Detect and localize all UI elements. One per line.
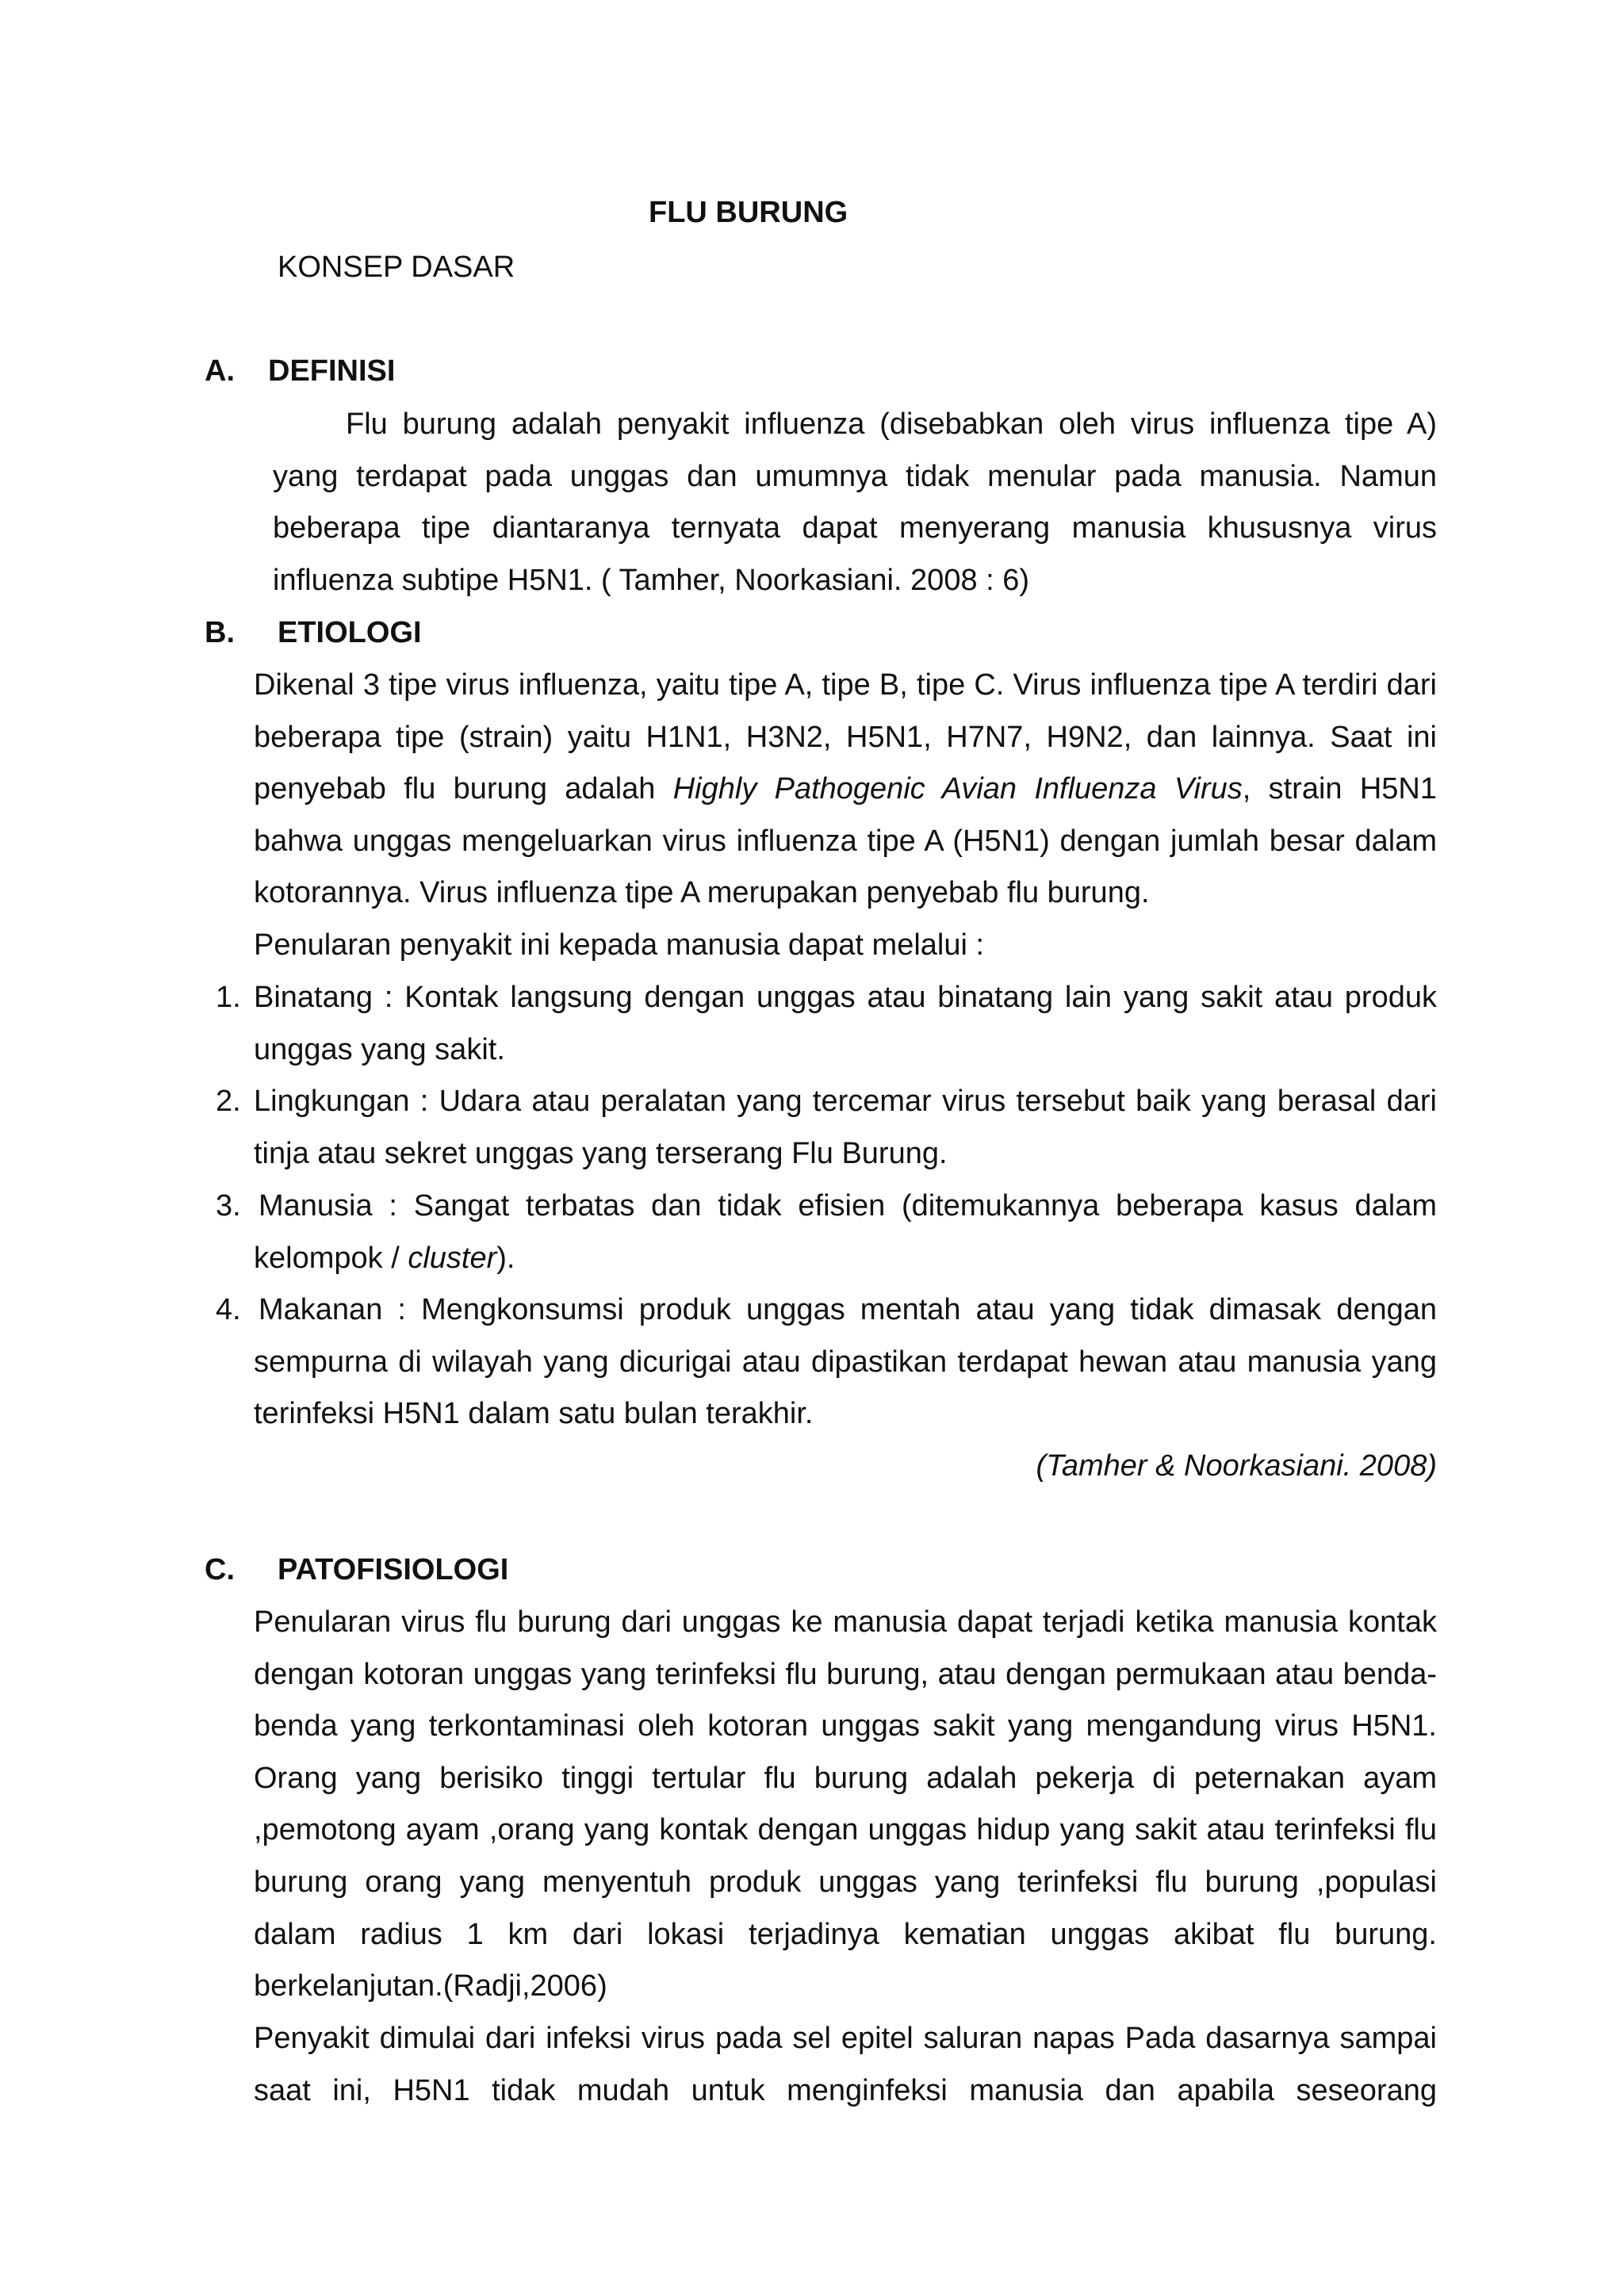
patofisiologi-line-8: berkelanjutan.(Radji,2006) (254, 1969, 607, 2003)
patofisiologi-line-6: burung orang yang menyentuh produk unggas yang terinfeksi flu burung ,populasi (254, 1866, 1437, 1899)
list-item-1-line-2: unggas yang sakit. (254, 1033, 505, 1066)
section-a-letter: A. (205, 354, 235, 388)
list-item-2-line-2: tinja atau sekret unggas yang terserang Flu Burung. (254, 1137, 948, 1170)
etiologi-line-3-after: , strain H5N1 (1242, 772, 1437, 806)
list-item-3-number: 3. (216, 1189, 241, 1223)
list-item-4-line-2: sempurna di wilayah yang dicurigai atau dipastikan terdapat hewan atau manusia yang (254, 1345, 1437, 1379)
patofisiologi-line-5: ,pemotong ayam ,orang yang kontak dengan unggas hidup yang sakit atau terinfeksi flu (254, 1813, 1437, 1846)
list-item-3-line-2-after: ). (496, 1242, 515, 1275)
list-item-3-line-2-before: kelompok / (254, 1242, 408, 1275)
section-b-letter: B. (205, 616, 235, 649)
patofisiologi-line-4: Orang yang berisiko tinggi tertular flu burung adalah pekerja di peternakan ayam (254, 1762, 1437, 1795)
list-item-3-line-1: Manusia : Sangat terbatas dan tidak efisien (ditemukannya beberapa kasus dalam (259, 1189, 1437, 1223)
list-item-2-line-1: Lingkungan : Udara atau peralatan yang tercemar virus tersebut baik yang berasal dari (254, 1085, 1437, 1118)
patofisiologi-p2-line-1: Penyakit dimulai dari infeksi virus pada sel epitel saluran napas Pada dasarnya sampai (254, 2022, 1437, 2055)
etiologi-citation: (Tamher & Noorkasiani. 2008) (1036, 1449, 1437, 1483)
etiologi-line-3-before: penyebab flu burung adalah (254, 772, 673, 806)
document-title: FLU BURUNG (649, 196, 848, 229)
definisi-line-2: yang terdapat pada unggas dan umumnya tidak menular pada manusia. Namun (273, 460, 1437, 493)
list-item-4-line-3: terinfeksi H5N1 dalam satu bulan terakhir. (254, 1397, 814, 1430)
etiologi-line-5: kotorannya. Virus influenza tipe A merupakan penyebab flu burung. (254, 876, 1150, 909)
etiologi-line-3 (254, 769, 1437, 809)
list-item-3-line-2-italic: cluster (408, 1242, 497, 1275)
etiologi-line-1: Dikenal 3 tipe virus influenza, yaitu tipe A, tipe B, tipe C. Virus influenza tipe A terdiri dari (254, 668, 1437, 702)
section-a-heading: DEFINISI (268, 354, 396, 388)
definisi-line-3: beberapa tipe diantaranya ternyata dapat menyerang manusia khususnya virus (273, 511, 1437, 545)
patofisiologi-line-7: dalam radius 1 km dari lokasi terjadinya kematian unggas akibat flu burung. (254, 1918, 1437, 1951)
patofisiologi-line-2: dengan kotoran unggas yang terinfeksi flu burung, atau dengan permukaan atau benda- (254, 1658, 1437, 1691)
definisi-line-1: Flu burung adalah penyakit influenza (disebabkan oleh virus influenza tipe A) (346, 408, 1437, 441)
patofisiologi-p2-line-2: saat ini, H5N1 tidak mudah untuk menginfeksi manusia dan apabila seseorang (254, 2074, 1437, 2107)
list-item-3-line-2 (254, 1238, 515, 1278)
list-item-1-line-1: Binatang : Kontak langsung dengan unggas atau binatang lain yang sakit atau produk (254, 981, 1437, 1014)
list-item-4-line-1: Makanan : Mengkonsumsi produk unggas mentah atau yang tidak dimasak dengan (259, 1293, 1437, 1326)
document-subtitle: KONSEP DASAR (278, 251, 515, 284)
section-c-letter: C. (205, 1553, 235, 1586)
list-item-4-number: 4. (216, 1293, 241, 1326)
section-b-heading: ETIOLOGI (278, 616, 422, 649)
patofisiologi-line-1: Penularan virus flu burung dari unggas ke manusia dapat terjadi ketika manusia kontak (254, 1605, 1437, 1639)
etiologi-line-4: bahwa unggas mengeluarkan virus influenza tipe A (H5N1) dengan jumlah besar dalam (254, 825, 1437, 858)
patofisiologi-line-3: benda yang terkontaminasi oleh kotoran unggas sakit yang mengandung virus H5N1. (254, 1709, 1437, 1743)
section-c-heading: PATOFISIOLOGI (278, 1553, 509, 1586)
definisi-line-4: influenza subtipe H5N1. ( Tamher, Noorkasiani. 2008 : 6) (273, 564, 1030, 597)
list-item-2-number: 2. (216, 1085, 241, 1118)
penularan-intro: Penularan penyakit ini kepada manusia dapat melalui : (254, 928, 985, 962)
list-item-1-number: 1. (216, 981, 241, 1014)
etiologi-line-3-italic: Highly Pathogenic Avian Influenza Virus (672, 772, 1243, 806)
etiologi-line-2: beberapa tipe (strain) yaitu H1N1, H3N2, H5N1, H7N7, H9N2, dan lainnya. Saat ini (254, 721, 1437, 754)
